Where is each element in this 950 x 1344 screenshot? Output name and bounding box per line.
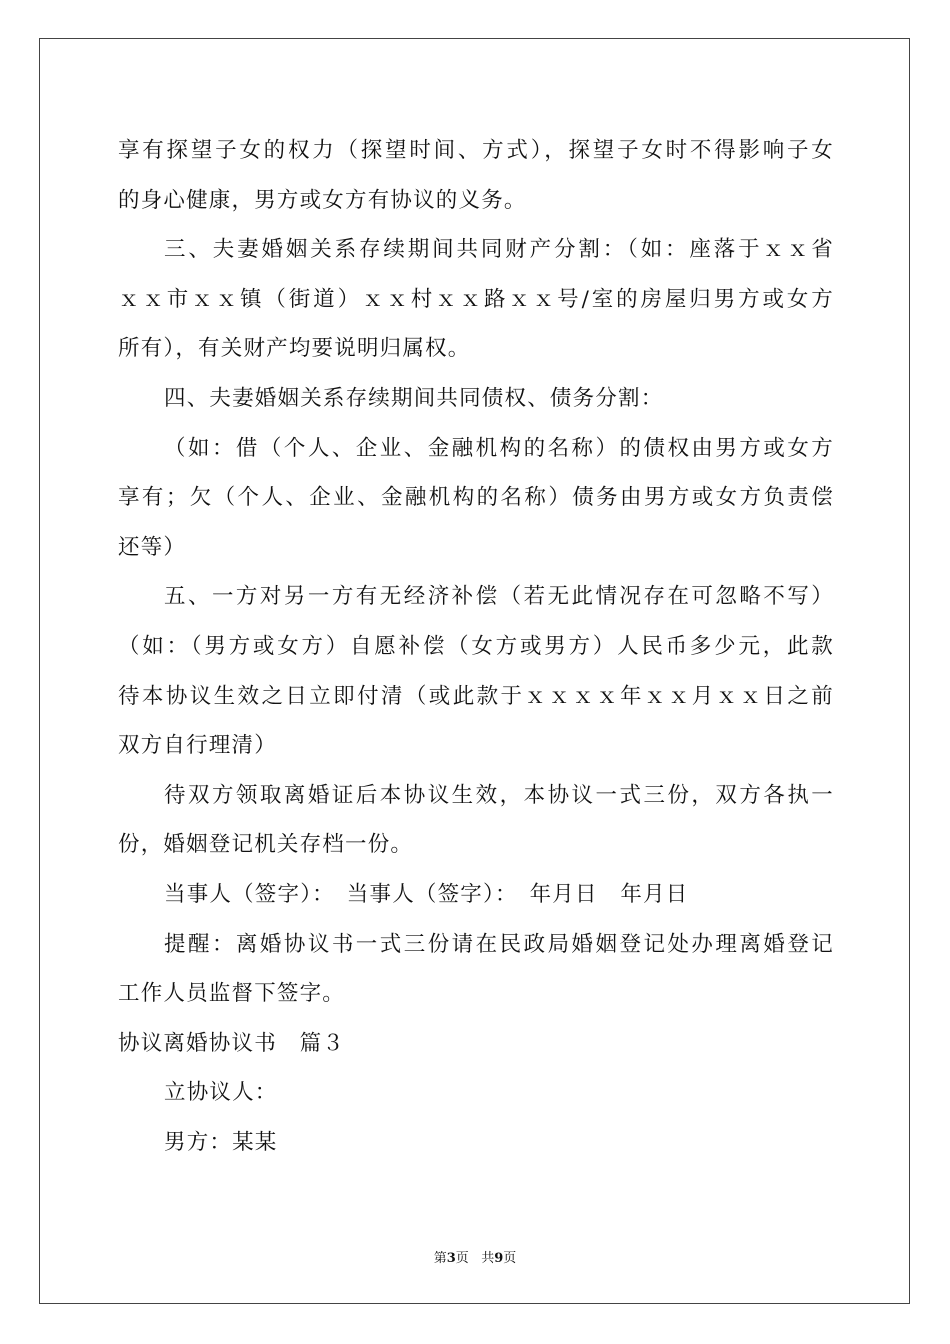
text-line: 三、夫妻婚姻关系存续期间共同财产分割：（如：座落于ｘｘ省 bbox=[164, 237, 834, 263]
text-line: 四、夫妻婚姻关系存续期间共同债权、债务分割： bbox=[164, 385, 664, 411]
text-line: 所有），有关财产均要说明归属权。 bbox=[118, 336, 471, 362]
text-line: 双方自行理清） bbox=[118, 733, 277, 759]
text-line: 五、一方对另一方有无经济补偿（若无此情况存在可忽略不写） bbox=[164, 584, 834, 610]
document-body bbox=[118, 126, 834, 1167]
text-line: 的身心健康，男方或女方有协议的义务。 bbox=[118, 187, 527, 213]
text-line: 享有；欠（个人、企业、金融机构的名称）债务由男方或女方负责偿 bbox=[118, 485, 834, 511]
text-line: 享有探望子女的权力（探望时间、方式），探望子女时不得影响子女 bbox=[118, 138, 834, 163]
text-line: ｘｘ市ｘｘ镇（街道）ｘｘ村ｘｘ路ｘｘ号/室的房屋归男方或女方 bbox=[118, 286, 834, 312]
footer-page-suffix: 页 bbox=[455, 1251, 469, 1266]
text-line: 待双方领取离婚证后本协议生效，本协议一式三份，双方各执一 bbox=[164, 782, 834, 808]
text-line: 男方：某某 bbox=[164, 1129, 278, 1155]
footer-total-suffix: 页 bbox=[503, 1251, 517, 1266]
footer-prefix: 第 bbox=[433, 1251, 447, 1266]
current-page-number: 3 bbox=[446, 1251, 456, 1266]
section-heading: 协议离婚协议书 篇３ bbox=[118, 1030, 346, 1056]
text-line: 提醒：离婚协议书一式三份请在民政局婚姻登记处办理离婚登记 bbox=[164, 931, 834, 957]
text-line: 立协议人： bbox=[164, 1080, 278, 1106]
footer-total-prefix: 共 bbox=[481, 1251, 495, 1266]
page-footer bbox=[0, 1247, 950, 1266]
signature-line: 当事人（签字）： 当事人（签字）： 年月日 年月日 bbox=[164, 881, 689, 907]
text-line: 还等） bbox=[118, 534, 187, 560]
total-pages-number: 9 bbox=[494, 1251, 504, 1266]
text-line: 份，婚姻登记机关存档一份。 bbox=[118, 832, 414, 858]
text-line: 待本协议生效之日立即付清（或此款于ｘｘｘｘ年ｘｘ月ｘｘ日之前 bbox=[118, 683, 834, 709]
text-line: 工作人员监督下签字。 bbox=[118, 981, 346, 1007]
text-line: （如：借（个人、企业、金融机构的名称）的债权由男方或女方 bbox=[164, 435, 834, 461]
text-line: （如：（男方或女方）自愿补偿（女方或男方）人民币多少元，此款 bbox=[118, 633, 834, 659]
